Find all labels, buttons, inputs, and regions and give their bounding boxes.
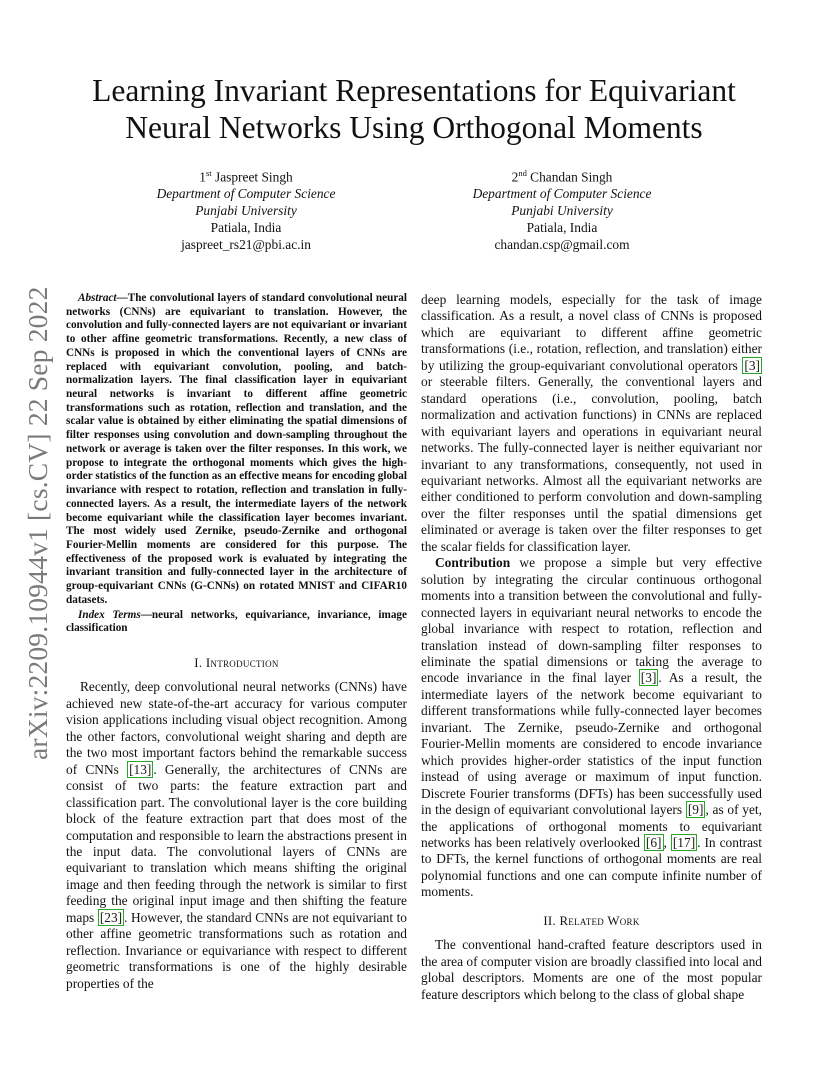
paragraph-text: . However, the standard CNNs are not equivariant to other affine geometric transformations such as rotation and reflection. Invariance or equivariance with respect to different geometric transformations is one of the highly desirable properties of the (66, 909, 407, 991)
section-number: I. (194, 655, 206, 670)
index-terms-text: —neural networks, equivariance, invariance, image classification (66, 608, 407, 635)
abstract (66, 292, 407, 636)
author-email: chandan.csp@gmail.com (494, 237, 630, 253)
section-heading-introduction (66, 655, 407, 671)
section-title: Introduction (205, 655, 279, 670)
author-email: jaspreet_rs21@pbi.ac.in (181, 237, 311, 253)
paragraph-text: Recently, deep convolutional neural networks (CNNs) have achieved new state-of-the-art accuracy for various computer vision applications including visual object recognition. Among the other factors, convolutional weight sharing and depth are the two most important factors behind the remarkable success of CNNs (66, 679, 407, 777)
section-number: II. (543, 913, 560, 928)
paragraph-text: . Generally, the architectures of CNNs are consist of two parts: the feature extraction part and classification part. The convolutional layer is the core building block of the feature extraction part that does most of the computation and responsible to learn the abstractions present in the input data. The convolutional layers of CNNs are equivariant to translation which means shifting the original image and then feeding through the network is similar to first feeding the original input image and then shifting the feature maps (66, 761, 407, 925)
index-terms-label: Index Terms (78, 608, 141, 621)
arxiv-identifier-text: arXiv:2209.10944v1 [cs.CV] 22 Sep 2022 (22, 286, 53, 760)
citation-link[interactable]: [9] (687, 802, 704, 818)
author-location: Patiala, India (526, 220, 598, 236)
arxiv-identifier-stamp (18, 285, 58, 760)
related-work-paragraph: The conventional hand-crafted feature descriptors used in the area of computer vision are broadly classified into local and global descriptors. Moments are one of the most popular feature descriptors which belong to the class of global shape (421, 937, 762, 1002)
author-name (126, 165, 366, 185)
author-ordinal: 1 (199, 169, 206, 185)
right-paragraph-1 (421, 292, 762, 555)
author-ordinal: 2 (511, 169, 519, 185)
section-title: Related Work (559, 913, 640, 928)
abstract-paragraph (66, 292, 407, 608)
abstract-text: —The convolutional layers of standard convolutional neural networks (CNNs) are equivariant to translation. However, the convolution and fully-connected layers are not equivariant or invariant to other affine geometric transformations. Recently, a new class of CNNs is proposed in which the conventional layers of CNNs are replaced with equivariant convolution, pooling, and batch-normalization layers. The final classification layer in equivariant neural networks is invariant to different affine geometric transformations such as rotation, reflection and translation, and the scalar value is obtained by either eliminating the spatial dimensions of filter responses using convolution and down-sampling throughout the network or average is taken over the filter responses. In this work, we propose to integrate the orthogonal moments which gives the high-order statistics of the function as an effective means for encoding global invariance with respect to rotation, reflection and translation in fully-connected layers. As a result, the intermediate layers of the network become equivariant while the classification layer becomes invariant. The most widely used Zernike, pseudo-Zernike and orthogonal Fourier-Mellin moments are considered for this purpose. The effectiveness of the proposed work is evaluated by integrating the invariant transition and fully-connected layer in the architecture of group-equivariant CNNs (G-CNNs) on rotated MNIST and CIFAR10 datasets. (66, 292, 407, 606)
paper-title-line-1: Learning Invariant Representations for Equivariant (92, 73, 736, 108)
paragraph-text: or steerable filters. Generally, the conventional layers and standard operations (i.e., convolution, pooling, batch normalization and activation functions) in CNNs are replaced with equivariant layers and operations in equivariant neural networks. The fully-connected layer is neither equivariant nor invariant to any transformations, consequently, not used in equivariant networks. Almost all the equivariant networks are either conditioned to perform convolution and down-sampling over the filter responses until the spatial dimensions get eliminated or average is taken over the filter responses to get the scalar fields for classification layer. (421, 374, 762, 554)
citation-link[interactable]: [23] (99, 909, 123, 925)
author-name-text: Chandan Singh (530, 169, 613, 185)
citation-link[interactable]: [6] (645, 834, 662, 850)
paragraph-text: , as of yet, the applications of orthogonal moments to equivariant networks has been relatively overlooked (421, 802, 762, 850)
left-column (66, 292, 407, 992)
author-department: Department of Computer Science (156, 186, 336, 202)
paper-title (40, 72, 788, 146)
paragraph-text: , (663, 834, 671, 850)
paper-title-line-2: Neural Networks Using Orthogonal Moments (125, 110, 703, 145)
paragraph-text: . As a result, the intermediate layers of the network become equivariant to different transformations while fully-connected layer becomes invariant. The Zernike, pseudo-Zernike and orthogonal Fourier-Mellin moments are considered to encode invariance which provides higher-order statistics of the input function instead of using average or maximum of input function. Discrete Fourier transforms (DFTs) has been successfully used in the design of equivariant convolutional layers (421, 670, 763, 818)
author-block-2 (442, 165, 682, 253)
right-column (421, 292, 762, 1003)
citation-link[interactable]: [17] (672, 834, 696, 850)
author-block-1 (126, 165, 366, 253)
paragraph-text: . In contrast to DFTs, the kernel functions of orthogonal moments are real polynomial functions and one can compute infinite number of moments. (421, 834, 762, 900)
author-university: Punjabi University (511, 203, 613, 219)
paragraph-text: we propose a simple but very effective solution by integrating the circular continuous orthogonal moments into a transition between the convolutional and fully-connected layers in equivariant neural networks to encode the global invariance with respect to rotation, reflection and translation instead of down-sampling filter responses to eliminate the spatial dimensions or taking the average to encode invariance in the final layer (421, 555, 762, 686)
author-ordinal-suffix: nd (518, 168, 527, 178)
citation-link[interactable]: [3] (744, 357, 760, 373)
index-terms (66, 609, 407, 636)
citation-link[interactable]: [13] (129, 761, 152, 777)
contribution-heading: Contribution (435, 555, 511, 571)
section-heading-related-work (421, 913, 762, 929)
author-name (442, 165, 682, 185)
abstract-label: Abstract (78, 292, 117, 304)
author-location: Patiala, India (210, 220, 282, 236)
paragraph-text: deep learning models, especially for the task of image classification. As a result, a novel class of CNNs is proposed which are equivariant to different affine geometric transformations (i.e., rotation, reflection, and translation) either by utilizing the group-equivariant convolutional operators (421, 292, 762, 373)
citation-link[interactable]: [3] (640, 670, 657, 686)
author-name-text: Jaspreet Singh (215, 169, 293, 185)
author-department: Department of Computer Science (472, 186, 652, 202)
contribution-paragraph (421, 555, 762, 901)
author-university: Punjabi University (195, 203, 297, 219)
intro-paragraph (66, 679, 407, 992)
author-ordinal-suffix: st (205, 168, 212, 178)
